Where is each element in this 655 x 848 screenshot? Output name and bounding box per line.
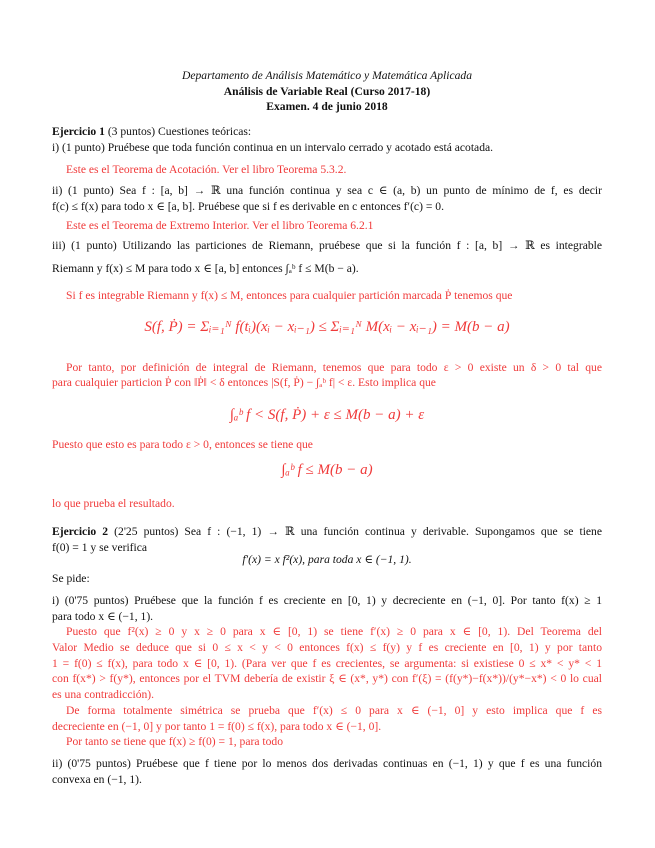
answer-2-1-line8: Por tanto se tiene que f(x) ≥ f(0) = 1, para todo	[66, 735, 284, 748]
answer-1-3-line2: Por tanto, por definición de integral de Riemann, tenemos que para todo ε > 0 existe un δ > 0 tal que	[66, 361, 602, 374]
answer-1-3-line5: lo que prueba el resultado.	[52, 497, 175, 510]
se-pide: Se pide:	[52, 572, 90, 585]
question-1-3-line2: Riemann y f(x) ≤ M para todo x ∈ [a, b] entonces ∫ₐᵇ f ≤ M(b − a).	[52, 262, 359, 275]
riemann-sum-equation: S(f, Ṗ) = Σᵢ₌₁ᴺ f(tᵢ)(xᵢ − xᵢ₋₁) ≤ Σᵢ₌₁ᴺ M(xᵢ − xᵢ₋₁) = M(b − a)	[144, 319, 510, 335]
differential-equation: f′(x) = x f²(x), para toda x ∈ (−1, 1).	[242, 553, 412, 566]
course-title: Análisis de Variable Real (Curso 2017-18)	[223, 85, 431, 98]
question-2-2-line2: convexa en (−1, 1).	[52, 773, 142, 786]
department-heading: Departamento de Análisis Matemático y Matemática Aplicada	[181, 69, 472, 82]
answer-1-3-line4: Puesto que esto es para todo ε > 0, entonces se tiene que	[52, 438, 313, 451]
exercise-1-title: Ejercicio 1	[52, 125, 105, 138]
question-2-1-line1: i) (0'75 puntos) Pruébese que la función f es creciente en [0, 1) y decreciente en (−1, 0]. Por tanto f(x) ≥ 1	[52, 594, 602, 607]
question-1-3-line1: iii) (1 punto) Utilizando las particiones de Riemann, pruébese que si la función f : [a, b] → ℝ es integrable	[52, 239, 602, 252]
exam-date: Examen. 4 de junio 2018	[266, 100, 388, 113]
answer-2-1-line3: 1 = f(0) ≤ f(x), para todo x ∈ [0, 1). (Para ver que f es crecientes, se argumenta: si existiese 0 ≤ x* < y* < 1	[52, 657, 602, 670]
exercise-1-heading	[52, 125, 602, 139]
exercise-1-intro: (3 puntos) Cuestiones teóricas:	[107, 125, 252, 138]
exercise-2-heading	[52, 525, 602, 539]
answer-2-1-line7: decreciente en (−1, 0] y por tanto 1 = f(0) ≤ f(x), para todo x ∈ (−1, 0].	[52, 720, 382, 733]
answer-2-1-line4: con f(x*) > f(y*), entonces por el TVM debería de existir ξ ∈ (x*, y*) con f′(ξ) = (f(y*)−f(x*))/(y*−x*) < 0 lo cual	[52, 672, 602, 685]
exercise-2-intro-line2: f(0) = 1 y se verifica	[52, 541, 148, 554]
question-1-2-line2: f(c) ≤ f(x) para todo x ∈ [a, b]. Pruébese que si f es derivable en c entonces f′(c) = 0.	[52, 200, 444, 213]
exercise-2-intro: (2'25 puntos) Sea f : (−1, 1) → ℝ una función continua y derivable. Supongamos que se tiene	[114, 525, 602, 538]
question-1-2-line1: ii) (1 punto) Sea f : [a, b] → ℝ una función continua y sea c ∈ (a, b) un punto de mínimo de f, es decir	[52, 184, 602, 197]
question-1-1: i) (1 punto) Pruébese que toda función continua en un intervalo cerrado y acotado está acotada.	[52, 141, 494, 154]
question-2-2-line1: ii) (0'75 puntos) Pruébese que f tiene por lo menos dos derivadas continuas en (−1, 1) y que f es una función	[52, 757, 602, 770]
answer-1-2: Este es el Teorema de Extremo Interior. Ver el libro Teorema 6.2.1	[66, 219, 374, 232]
integral-inequality: ∫ₐᵇ f < S(f, Ṗ) + ε ≤ M(b − a) + ε	[229, 407, 425, 423]
answer-2-1-line6: De forma totalmente simétrica se prueba que f′(x) ≤ 0 para x ∈ (−1, 0] y esto implica que f es	[66, 704, 602, 717]
answer-1-3-line1: Si f es integrable Riemann y f(x) ≤ M, entonces para cualquier partición marcada Ṗ tenemos que	[66, 289, 513, 302]
integral-result: ∫ₐᵇ f ≤ M(b − a)	[281, 462, 373, 478]
question-2-1-line2: para todo x ∈ (−1, 1).	[52, 610, 154, 623]
answer-2-1-line1: Puesto que f²(x) ≥ 0 y x ≥ 0 para x ∈ [0, 1) se tiene f′(x) ≥ 0 para x ∈ [0, 1). Del Teorema del	[66, 625, 602, 638]
answer-2-1-line2: Valor Medio se deduce que si 0 ≤ x < y < 0 entonces f(x) ≤ f(y) y f es creciente en [0, 1) y por tanto	[52, 641, 602, 654]
exercise-2-title: Ejercicio 2	[52, 525, 109, 538]
answer-2-1-line5: es una contradicción).	[52, 688, 155, 701]
answer-1-3-line3: para cualquier particion Ṗ con ‖Ṗ‖ < δ entonces |S(f, Ṗ) − ∫ₐᵇ f| < ε. Esto implica que	[52, 376, 436, 389]
answer-1-1: Este es el Teorema de Acotación. Ver el libro Teorema 5.3.2.	[66, 163, 347, 176]
